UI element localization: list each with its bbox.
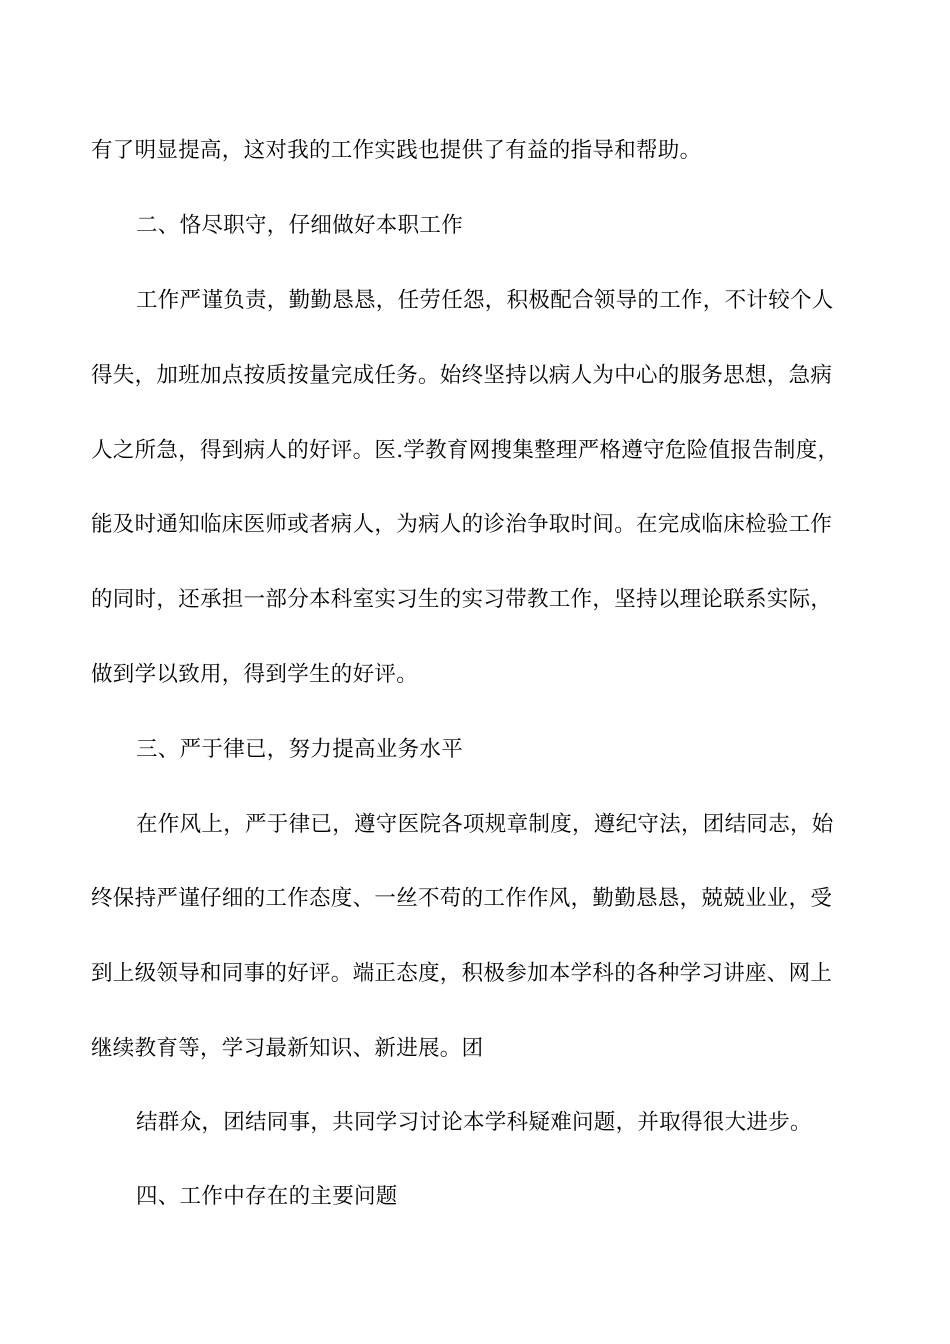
paragraph-line: 能及时通知临床医师或者病人，为病人的诊治争取时间。在完成临床检验工作 <box>91 512 833 537</box>
paragraph-line: 在作风上，严于律已，遵守医院各项规章制度，遵纪守法，团结同志，始 <box>136 812 834 837</box>
paragraph-line: 的同时，还承担一部分本科室实习生的实习带教工作，坚持以理论联系实际， <box>91 587 833 612</box>
section-heading: 三、严于律已，努力提高业务水平 <box>136 737 464 762</box>
paragraph-line: 继续教育等，学习最新知识、新进展。团 <box>91 1036 484 1061</box>
paragraph-line: 结群众，团结同事，共同学习讨论本学科疑难问题，并取得很大进步。 <box>136 1110 812 1135</box>
paragraph-line: 终保持严谨仔细的工作态度、一丝不苟的工作作风，勤勤恳恳，兢兢业业，受 <box>91 886 833 911</box>
section-heading: 二、恪尽职守，仔细做好本职工作 <box>136 213 464 238</box>
paragraph-line: 做到学以致用，得到学生的好评。 <box>91 662 419 687</box>
paragraph-line: 有了明显提高，这对我的工作实践也提供了有益的指导和帮助。 <box>91 138 702 163</box>
paragraph-line: 人之所急，得到病人的好评。医.学教育网搜集整理严格遵守危险值报告制度， <box>91 438 840 463</box>
paragraph-line: 得失，加班加点按质按量完成任务。始终坚持以病人为中心的服务思想，急病 <box>91 363 833 388</box>
section-heading: 四、工作中存在的主要问题 <box>136 1184 398 1209</box>
paragraph-line: 工作严谨负责，勤勤恳恳，任劳任怨，积极配合领导的工作，不计较个人 <box>136 288 834 313</box>
paragraph-line: 到上级领导和同事的好评。端正态度，积极参加本学科的各种学习讲座、网上 <box>91 961 833 986</box>
